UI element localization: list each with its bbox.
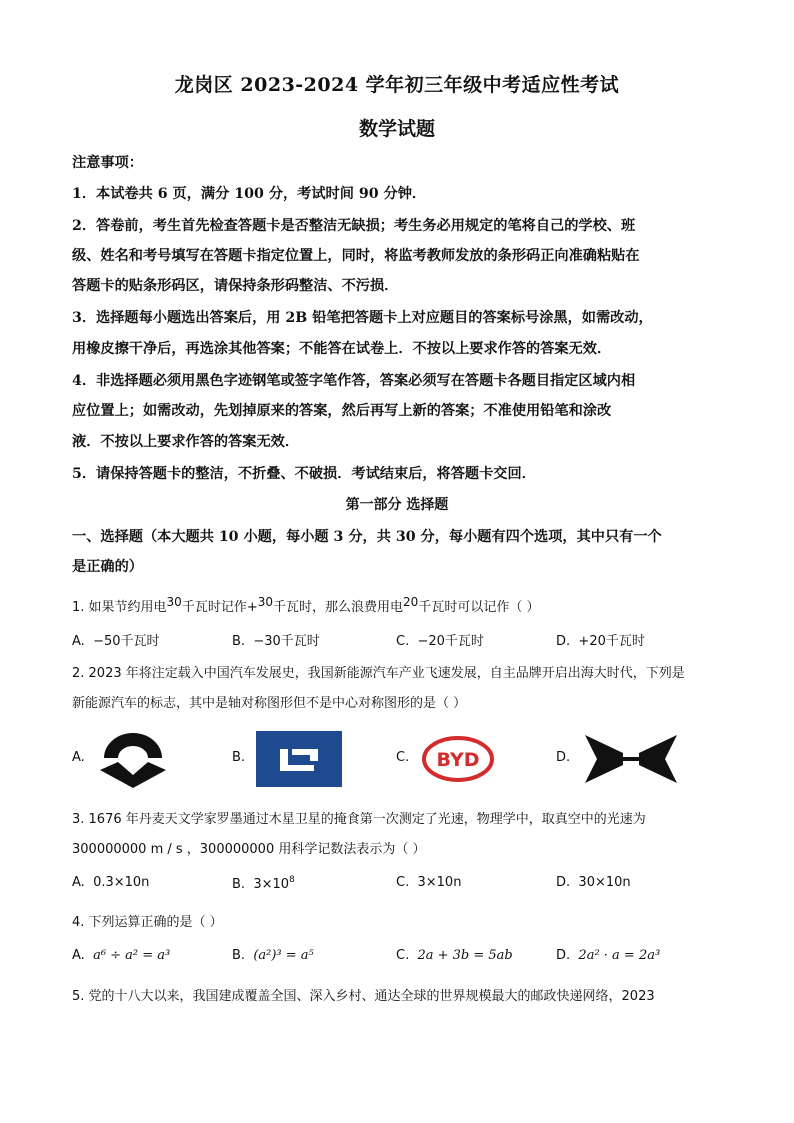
q1-text: 千瓦时，那么浪费用电: [273, 600, 404, 615]
q1-option-b: B. −30千瓦时: [232, 634, 320, 649]
notice-line: 3．选择题每小题选出答案后，用 2B 铅笔把答题卡上对应题目的答案标号涂黑，如需改动，: [72, 310, 653, 326]
q2-option-d-letter: D.: [556, 750, 571, 765]
question-5: 5. 党的十八大以来，我国建成覆盖全国、深入乡村、通达全球的世界规模最大的邮政快递网络，2023: [72, 989, 655, 1004]
section-instructions: 一、选择题（本大题共 10 小题，每小题 3 分，共 30 分，每小题有四个选项，其中只有一个: [72, 529, 662, 545]
q2-option-c-letter: C.: [396, 750, 410, 765]
q1-option-a: A. −50千瓦时: [72, 634, 160, 649]
question-1: [72, 595, 539, 615]
q3-option-c: C. 3×10n: [396, 875, 462, 890]
q1-number: 20: [403, 595, 419, 609]
notice-line: 用橡皮擦干净后，再选涂其他答案；不能答在试卷上．不按以上要求作答的答案无效．: [72, 341, 612, 357]
q3-option-d: D. 30×10n: [556, 875, 631, 890]
q3-option-b: B. $3\times 10^8$: [232, 875, 295, 892]
lynk-logo-icon: [256, 731, 342, 787]
byd-logo-icon: [421, 735, 495, 783]
q1-text: 千瓦时记作+: [181, 600, 258, 615]
notice-line: 级、姓名和考号填写在答题卡指定位置上，同时，将监考教师发放的条形码正向准确粘贴在: [72, 248, 640, 264]
q4-option-a: A. a⁶ ÷ a² = a³: [72, 948, 171, 963]
notice-line: 液．不按以上要求作答的答案无效．: [72, 434, 300, 450]
q1-text: 1. 如果节约用电: [72, 600, 167, 615]
notice-line: 2．答卷前，考生首先检查答题卡是否整洁无缺损；考生务必用规定的笔将自己的学校、班: [72, 218, 636, 234]
notice-line: 答题卡的贴条形码区，请保持条形码整洁、不污损．: [72, 278, 399, 294]
q1-number: 30: [257, 595, 274, 609]
byd-logo-text: BYD: [436, 749, 480, 771]
notice-line: 应位置上；如需改动，先划掉原来的答案，然后再写上新的答案；不准使用铅笔和涂改: [72, 403, 612, 419]
q4-option-b: B. (a²)³ = a⁵: [232, 948, 314, 963]
exam-subtitle: 数学试题: [358, 118, 435, 140]
notice-line: 5．请保持答题卡的整洁，不折叠、不破损．考试结束后，将答题卡交回．: [72, 466, 536, 482]
q1-option-d: D. +20千瓦时: [556, 634, 645, 649]
q2-option-a-letter: A.: [72, 750, 85, 765]
notice-line: 1．本试卷共 6 页，满分 100 分，考试时间 90 分钟．: [72, 186, 427, 202]
notice-line: 4．非选择题必须用黑色字迹钢笔或签字笔作答，答案必须写在答题卡各题目指定区域内相: [72, 373, 636, 389]
q1-option-c: C. −20千瓦时: [396, 634, 484, 649]
q1-number: 30: [166, 595, 182, 609]
question-3: 3. 1676 年丹麦天文学家罗墨通过木星卫星的掩食第一次测定了光速，物理学中，取真空中的光速为: [72, 812, 646, 827]
question-2-cont: 新能源汽车的标志，其中是轴对称图形但不是中心对称图形的是（ ）: [72, 696, 467, 711]
q2-option-b-letter: B.: [232, 750, 246, 765]
q4-option-d: D. 2a² · a = 2a³: [556, 948, 661, 963]
q3-option-a: A. 0.3×10n: [72, 875, 150, 890]
notice-heading: 注意事项：: [72, 155, 143, 171]
question-3-cont: 300000000 m / s ，300000000 用科学记数法表示为（ ）: [72, 842, 426, 857]
nio-logo-icon: [96, 728, 170, 790]
part-title: 第一部分 选择题: [345, 497, 449, 513]
xpeng-logo-icon: [583, 733, 679, 785]
section-instructions: 是正确的）: [72, 559, 143, 575]
q1-text: 千瓦时可以记作（ ）: [418, 600, 540, 615]
question-4: 4. 下列运算正确的是（ ）: [72, 915, 223, 930]
q4-option-c: C. 2a + 3b = 5ab: [396, 948, 513, 963]
question-2: 2. 2023 年将注定载入中国汽车发展史，我国新能源汽车产业飞速发展，自主品牌开启出海大时代，下列是: [72, 666, 685, 681]
exam-title: 龙岗区 2023-2024 学年初三年级中考适应性考试: [174, 74, 620, 96]
